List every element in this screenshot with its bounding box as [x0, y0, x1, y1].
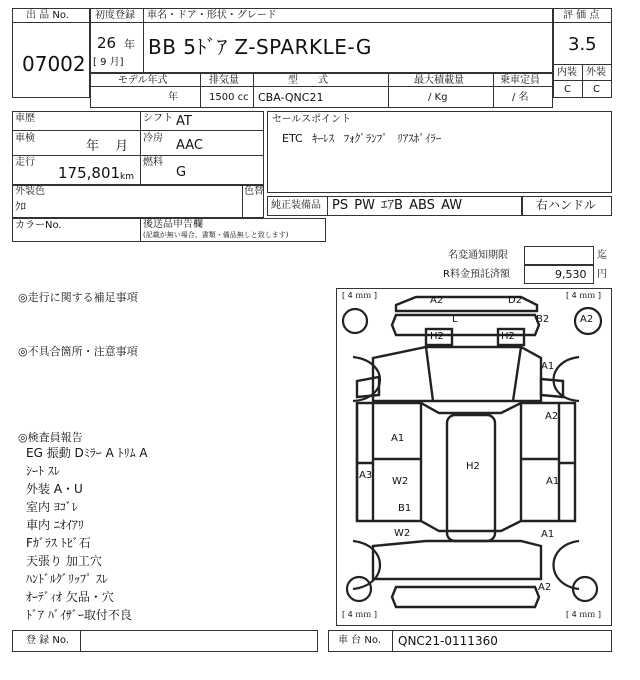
recycle-label: R料金預託済額 [443, 269, 510, 280]
car-name-label: 車名・ドア・形状・グレード [147, 10, 277, 21]
sales-point-label: セールスポイント [272, 114, 352, 125]
max-load: / Kg [428, 92, 448, 103]
recycle-value: 9,530 [555, 268, 587, 281]
max-load-label: 最大積載量 [414, 75, 464, 86]
specs-box [12, 111, 264, 185]
score-label: 評 価 点 [563, 10, 600, 21]
damage-mark: A2 [545, 411, 559, 422]
damage-mark: A2 [580, 314, 594, 325]
damage-mark: H2 [466, 461, 480, 472]
report-line: ﾄﾞｱ ﾊﾞｲｻﾞｰ取付不良 [26, 608, 132, 622]
tire-depth-rear-left: [ 4 ｍｍ ] [342, 291, 377, 300]
mileage-label: 走行 [15, 157, 35, 168]
reg-year-unit: 年 [124, 38, 135, 51]
damage-mark: H2 [430, 331, 444, 342]
lot-number: 07002 [22, 52, 86, 76]
report-line: ｼｰﾄ ｽﾚ [26, 464, 60, 478]
inspection-value: 年 月 [86, 139, 129, 154]
report-line: ﾊﾝﾄﾞﾙｸﾞﾘｯﾌﾟ ｽﾚ [26, 572, 108, 586]
defects-label: ◎不具合箇所・注意事項 [18, 345, 138, 358]
damage-mark: A1 [541, 361, 555, 372]
lot-label: 出 品 No. [26, 10, 69, 21]
shift-value: AT [176, 114, 192, 129]
recycle-unit: 円 [597, 269, 607, 280]
tire-depth-rear-right: [ 4 ｍｍ ] [566, 291, 601, 300]
ac-label: 冷房 [143, 133, 163, 144]
damage-mark: A1 [546, 476, 560, 487]
color-label: 外装色 [15, 186, 45, 197]
recolor-label: 色替 [244, 186, 264, 197]
name-change-label: 名変通知期限 [448, 250, 508, 261]
car-outline [337, 289, 611, 625]
damage-mark: A1 [391, 433, 405, 444]
damage-mark: B2 [536, 314, 550, 325]
exterior-score: C [593, 84, 600, 95]
first-reg-label: 初度登録 [95, 10, 135, 21]
ac-value: AAC [176, 138, 203, 153]
capacity: / 名 [512, 92, 529, 103]
report-line: 室内 ﾖｺﾞﾚ [26, 500, 78, 514]
damage-mark: L [452, 314, 458, 325]
shift-label: シフト [143, 113, 173, 124]
score-value: 3.5 [568, 34, 597, 55]
inspector-report-label: ◎検査員報告 [18, 431, 83, 444]
damage-mark: A3 [359, 470, 373, 481]
reg-month: [ 9 月] [93, 57, 124, 68]
tire-depth-front-right: [ 4 ｍｍ ] [566, 610, 601, 619]
damage-mark: A2 [538, 582, 552, 593]
fuel-value: G [176, 165, 187, 180]
damage-mark: W2 [394, 528, 411, 539]
chassis-number: QNC21-0111360 [398, 634, 498, 648]
damage-mark: H2 [501, 331, 515, 342]
report-line: 外装 A・U [26, 482, 83, 496]
model-type: CBA-QNC21 [258, 91, 324, 104]
interior-score: C [564, 84, 571, 95]
damage-mark: W2 [392, 476, 409, 487]
report-line: Fｶﾞﾗｽ ﾄﾋﾞ石 [26, 536, 91, 550]
damage-mark: A2 [430, 295, 444, 306]
sales-point: ETC ｷｰﾚｽ ﾌｫｸﾞﾗﾝﾌﾟ ﾘｱｽﾎﾟｲﾗｰ [282, 132, 442, 145]
color-value: ｸﾛ [15, 200, 26, 213]
driving-notes-label: ◎走行に関する補足事項 [18, 291, 138, 304]
exterior-label: 外装 [586, 67, 606, 78]
color-box [12, 185, 264, 218]
name-change-box [524, 246, 594, 265]
report-line: ｵｰﾃﾞｨｵ 欠品・穴 [26, 590, 114, 604]
damage-mark: D2 [508, 295, 523, 306]
genuine-equipment: PS PW ｴｱB ABS AW [332, 198, 463, 213]
tire-depth-front-left: [ 4 ｍｍ ] [342, 610, 377, 619]
report-line: EG 振動 Dﾐﾗｰ A ﾄﾘﾑ A [26, 446, 148, 460]
genuine-label: 純正装備品 [271, 200, 321, 211]
model-year-label: モデル年式 [118, 75, 168, 86]
type-label: 型 式 [288, 75, 328, 86]
damage-mark: B1 [398, 503, 412, 514]
report-line: 天張り 加工穴 [26, 554, 102, 568]
car-diagram [336, 288, 612, 626]
color-no-label: カラーNo. [15, 220, 62, 231]
mileage-value: 175,801 [58, 164, 121, 182]
model-year-unit: 年 [168, 92, 178, 103]
registration-label: 登 録 No. [26, 635, 69, 646]
displacement: 1500 cc [209, 92, 249, 103]
fuel-label: 燃料 [143, 157, 163, 168]
capacity-label: 乗車定員 [500, 75, 540, 86]
reg-year: 26 [97, 34, 117, 52]
car-name: BB 5ﾄﾞｱ Z-SPARKLE-G [148, 35, 372, 59]
history-label: 車歴 [15, 113, 35, 124]
chassis-label: 車 台 No. [338, 635, 381, 646]
displacement-label: 排気量 [209, 75, 239, 86]
inspection-label: 車検 [15, 133, 35, 144]
report-line: 車内 ﾆｵｲｱﾘ [26, 518, 84, 532]
aftermarket-label: 後送品申告欄 [143, 219, 203, 230]
steering: 右ハンドル [536, 198, 597, 212]
name-change-unit: 迄 [597, 250, 607, 261]
interior-label: 内装 [557, 67, 577, 78]
damage-mark: A1 [541, 529, 555, 540]
aftermarket-note: (記載が無い場合、書類・備品無しと致します) [143, 231, 289, 239]
mileage-unit: km [120, 172, 134, 182]
